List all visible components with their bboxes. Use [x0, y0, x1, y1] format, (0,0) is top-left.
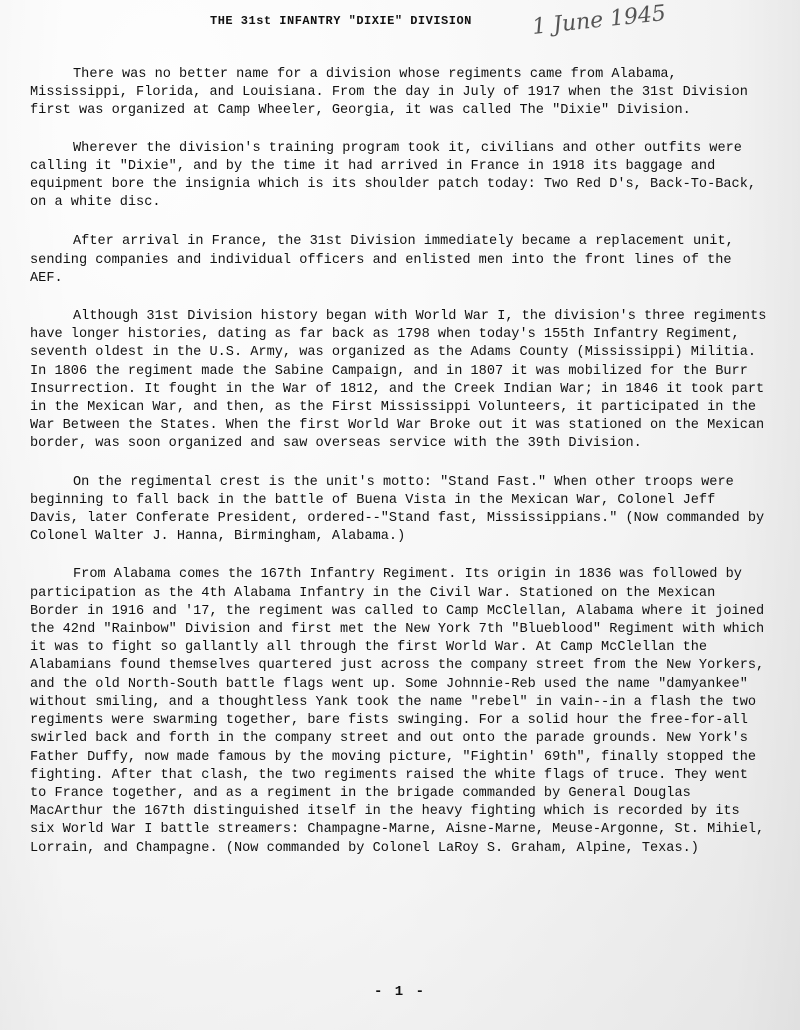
- paragraph-stand-fast-motto: On the regimental crest is the unit's motto: "Stand Fast." When other troops were beginning to fall back in the battle of Buena Vista in the Mexican War, Colonel Jeff Davis, later Conferate President, ordered--"Stand fast, Mississippians." (Now commanded by Colonel Walter J. Hanna, Birmingham, Alabama.): [30, 474, 765, 545]
- paragraph-division-name: There was no better name for a division whose regiments came from Alabama, Mississippi, Florida, and Louisiana. From the day in July of 1917 when the 31st Division first was organized at Camp Wheeler, Georgia, it was called The "Dixie" Division.: [30, 67, 748, 119]
- handwritten-date-annotation: 1 June 1945: [531, 1, 668, 40]
- page-number: - 1 -: [373, 984, 426, 1000]
- page-header: [0, 1, 800, 50]
- paragraph-155th-history: Although 31st Division history began with World War I, the division's three regiments have longer histories, dating as far back as 1798 when today's 155th Infantry Regiment, seventh oldest in the U.S. Army, was organized as the Adams County (Mississippi) Militia. In 1806 the regiment made the Sabine Campaign, and in 1807 it was mobilized for the Burr Insurrection. It fought in the War of 1812, and the Creek Indian War; in 1846 it took part in the Mexican War, and then, as the First Mississippi Volunteers, it participated in the War Between the States. When the first World War Broke out it was stationed on the Mexican border, was soon organized and saw overseas service with the 39th Division.: [30, 309, 767, 452]
- page-title: THE 31st INFANTRY "DIXIE" DIVISION: [210, 14, 472, 28]
- paragraph-167th-regiment: From Alabama comes the 167th Infantry Regiment. Its origin in 1836 was followed by participation as the 4th Alabama Infantry in the Civil War. Stationed on the Mexican Border in 1916 and '17, the regiment was called to Camp McClellan, Alabama where it joined the 42nd "Rainbow" Division and first met the New York 7th "Blueblood" Regiment with which it was to fight so gallantly all through the first World War. At Camp McClellan the Alabamians found themselves quartered just across the company street from the New Yorkers, and the old North-South battle flags went up. Some Johnnie-Reb used the name "damyankee" without smiling, and a thoughtless Yank took the name "rebel" in vain--in a flash the two regiments were swarming together, bare fists swinging. For a solid hour the free-for-all swirled back and forth in the company street and out onto the parade grounds. New York's Father Duffy, now made famous by the moving picture, "Fightin' 69th", finally stopped the fighting. After that clash, the two regiments raised the white flags of truce. They went to France together, and as a regiment in the brigade commanded by General Douglas MacArthur the 167th distinguished itself in the heavy fighting which is recorded by its six World War I battle streamers: Champagne-Marne, Aisne-Marne, Meuse-Argonne, St. Mihiel, Lorrain, and Champagne. (Now commanded by Colonel LaRoy S. Graham, Alpine, Texas.): [30, 567, 765, 856]
- paragraph-replacement-unit: After arrival in France, the 31st Division immediately became a replacement unit, sending companies and individual officers and enlisted men into the front lines of the AEF.: [30, 234, 734, 286]
- paragraph-dixie-insignia: Wherever the division's training program took it, civilians and other outfits were calling it "Dixie", and by the time it had arrived in France in 1918 its baggage and equipment bore the insignia which is its shoulder patch today: Two Red D's, Back-To-Back, on a white disc.: [30, 140, 757, 211]
- document-body: [30, 66, 770, 858]
